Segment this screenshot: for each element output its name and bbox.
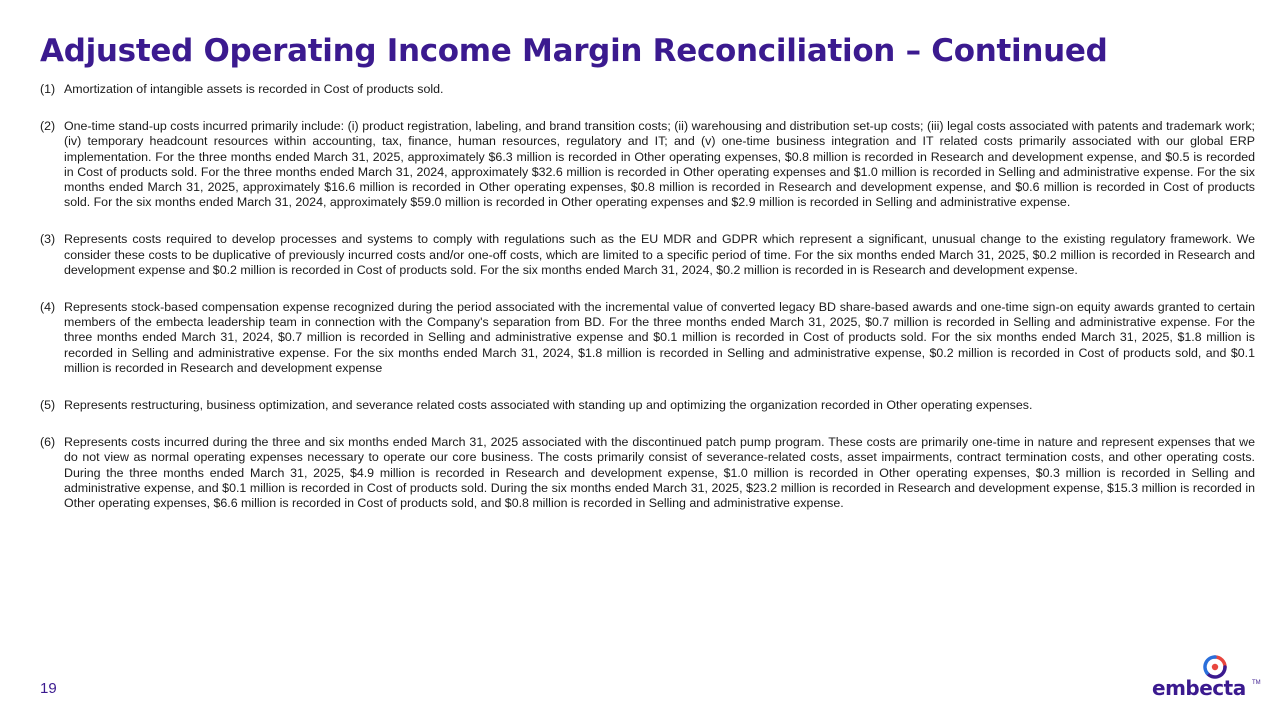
footnote-number: (1)	[40, 82, 56, 96]
footnote-text: Amortization of intangible assets is recorded in Cost of products sold.	[64, 82, 444, 96]
footnote-text: Represents restructuring, business optimization, and severance related costs associated with standing up and optimizing the organization recorded in Other operating expenses.	[64, 398, 1033, 413]
slide-title: Adjusted Operating Income Margin Reconciliation – Continued	[40, 33, 1108, 69]
footnote-2	[40, 119, 1255, 210]
page-number: 19	[40, 680, 57, 697]
footnote-number: (4)	[40, 300, 56, 315]
trademark-mark: TM	[1252, 680, 1261, 686]
footnote-4	[40, 300, 1255, 376]
footnote-1	[40, 82, 1255, 97]
footnote-number: (5)	[40, 398, 56, 413]
footnote-3	[40, 232, 1255, 278]
footnote-number: (3)	[40, 232, 56, 247]
footnotes-list	[40, 82, 1255, 533]
footnote-text: Represents stock-based compensation expense recognized during the period associated with the incremental value of converted legacy BD share-based awards and one-time sign-on equity awards granted to certain members of the embecta leadership team in connection with the Company's separation from BD. For the three months ended March 31, 2025, $0.7 million is recorded in Selling and administrative expense. For the three months ended March 31, 2024, $0.7 million is recorded in Selling and administrative expense and $0.1 million is recorded in Cost of products sold. For the six months ended March 31, 2025, $1.8 million is recorded in Selling and administrative expense. For the six months ended March 31, 2024, $1.8 million is recorded in Selling and administrative expense, $0.2 million is recorded in Cost of products sold, and $0.1 million is recorded in Research and development expense	[64, 300, 1255, 375]
footnote-number: (2)	[40, 119, 56, 134]
footnote-5	[40, 398, 1255, 413]
footnote-text: One-time stand-up costs incurred primarily include: (i) product registration, labeling, and brand transition costs; (ii) warehousing and distribution set-up costs; (iii) legal costs associated with patents and trademark work; (iv) temporary headcount resources within accounting, tax, finance, human resources, regulatory and IT; and (v) one-time business integration and IT related costs primarily associated with our global ERP implementation. For the three months ended March 31, 2025, approximately $6.3 million is recorded in Other operating expenses, $0.8 million is recorded in Research and development expense, and $0.5 is recorded in Cost of products sold. For the three months ended March 31, 2024, approximately $32.6 million is recorded in Other operating expenses and $1.0 million is recorded in Selling and administrative expense. For the six months ended March 31, 2025, approximately $16.6 million is recorded in Other operating expenses, $0.8 million is recorded in Research and development expense, and $0.6 million is recorded in Cost of products sold. For the six months ended March 31, 2024, approximately $59.0 million is recorded in Other operating expenses and $2.9 million is recorded in Selling and administrative expense.	[64, 119, 1255, 210]
footnote-text: Represents costs incurred during the three and six months ended March 31, 2025 associated with the discontinued patch pump program. These costs are primarily one-time in nature and represent expenses that we do not view as normal operating expenses necessary to operate our core business. The costs primarily consist of severance-related costs, asset impairments, contract termination costs, and other operating costs. During the three months ended March 31, 2025, $4.9 million is recorded in Research and development expense, $1.0 million is recorded in Other operating expenses, $0.3 million is recorded in Selling and administrative expense, and $0.1 million is recorded in Cost of products sold. During the six months ended March 31, 2025, $23.2 million is recorded in Research and development expense, $15.3 million is recorded in Other operating expenses, $6.6 million is recorded in Cost of products sold, and $0.8 million is recorded in Selling and administrative expense.	[64, 435, 1255, 511]
footnote-number: (6)	[40, 435, 56, 450]
embecta-logo	[1150, 652, 1260, 700]
footnote-6	[40, 435, 1255, 511]
footnote-text: Represents costs required to develop processes and systems to comply with regulations such as the EU MDR and GDPR which represent a significant, unusual change to the existing regulatory framework. We consider these costs to be duplicative of previously incurred costs and/or one-off costs, which are limited to a specific period of time. For the six months ended March 31, 2025, $0.2 million is recorded in Research and development expense and $0.2 million is recorded in Cost of products sold. For the six months ended March 31, 2024, $0.2 million is recorded in is Research and development expense.	[64, 232, 1255, 277]
embecta-wordmark: embecta	[1152, 676, 1246, 700]
